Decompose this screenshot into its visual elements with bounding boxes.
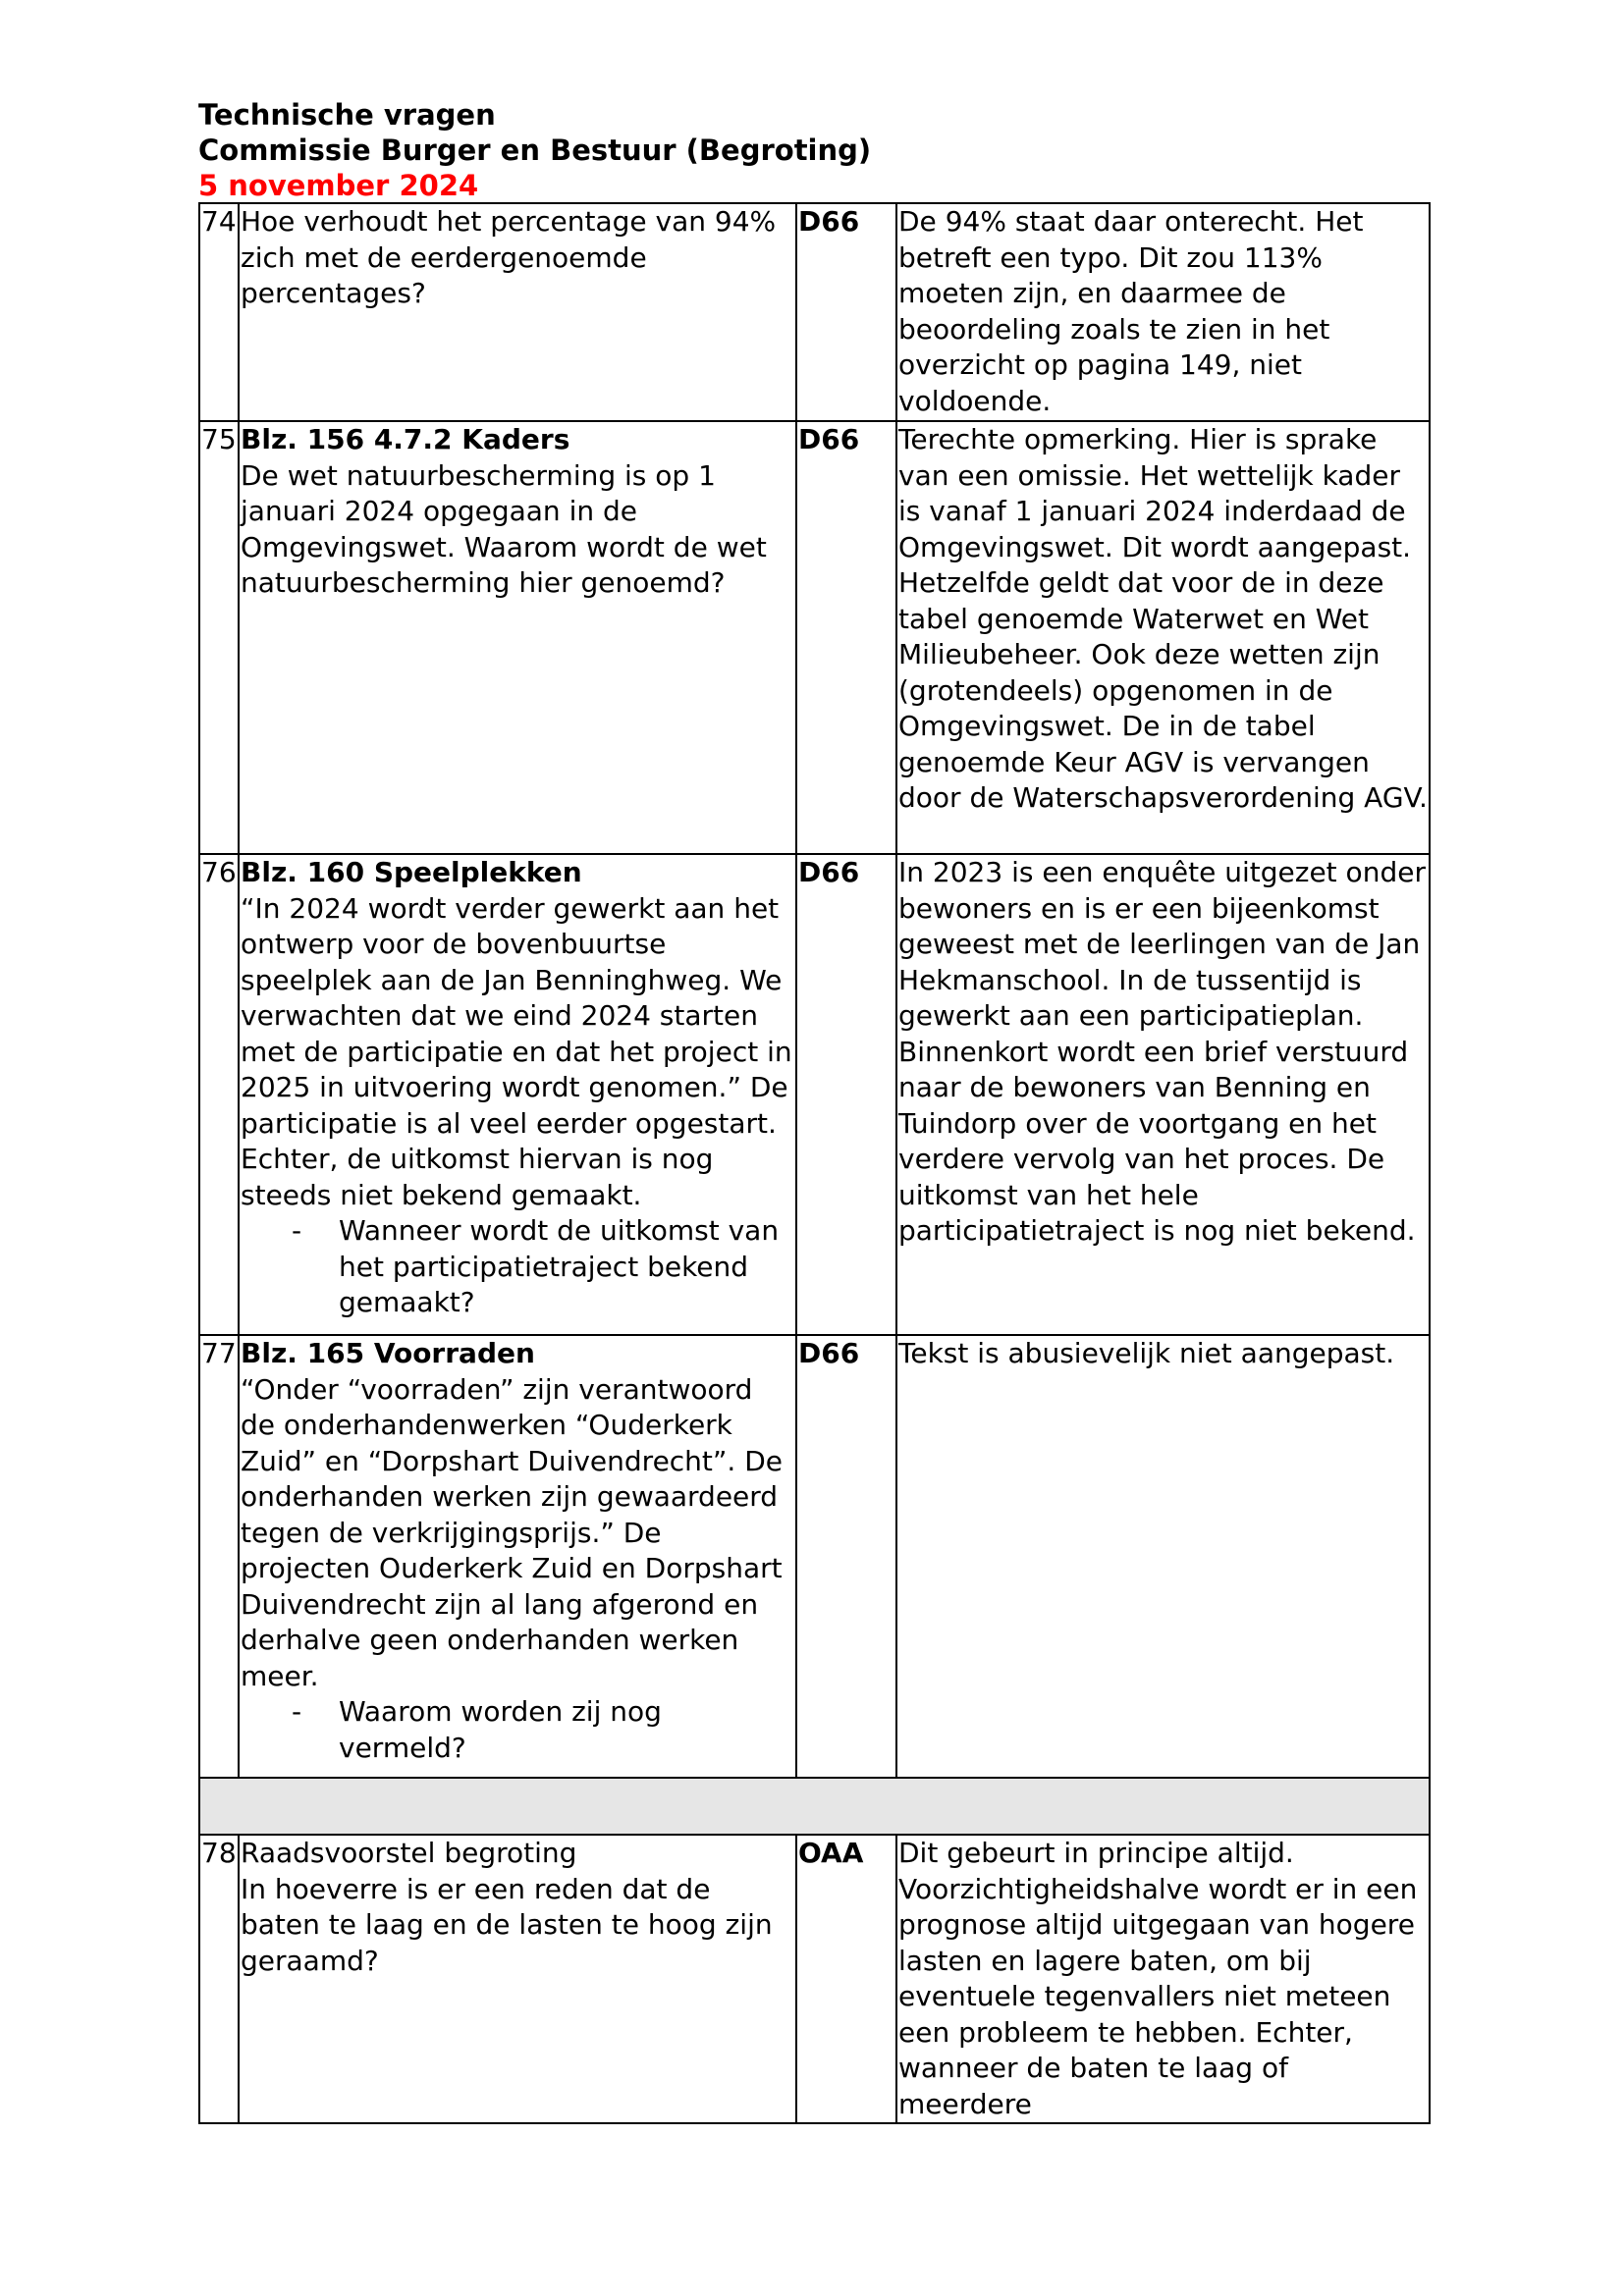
table-row <box>199 1335 1430 1778</box>
separator-cell <box>199 1778 1430 1835</box>
party-cell: OAA <box>796 1835 896 2123</box>
separator-row <box>199 1778 1430 1835</box>
question-cell <box>239 854 796 1335</box>
bullet-dash: - <box>292 1214 302 1247</box>
sub-question-text: Wanneer wordt de uitkomst van het participatietraject bekend gemaakt? <box>339 1214 780 1318</box>
question-cell <box>239 421 796 854</box>
answer-cell: De 94% staat daar onterecht. Het betreft een typo. Dit zou 113% moeten zijn, en daarmee de beoordeling zoals te zien in het overzicht op pagina 149, niet voldoende. <box>896 203 1430 421</box>
question-text: “In 2024 wordt verder gewerkt aan het ontwerp voor de bovenbuurtse speelplek aan de Jan Benninghweg. We verwachten dat we eind 2024 starten met de participatie en dat het project in 2025 in uitvoering wordt genomen.” De participatie is al veel eerder opgestart. Echter, de uitkomst hiervan is nog steeds niet bekend gemaakt. <box>241 891 792 1211</box>
doc-date: 5 november 2024 <box>198 169 479 202</box>
question-cell <box>239 1335 796 1778</box>
doc-title: Technische vragen <box>198 98 496 132</box>
question-text: Hoe verhoudt het percentage van 94% zich met de eerdergenoemde percentages? <box>241 205 777 309</box>
questions-table <box>198 202 1431 2124</box>
doc-subtitle: Commissie Burger en Bestuur (Begroting) <box>198 133 872 167</box>
sub-question-text: Waarom worden zij nog vermeld? <box>339 1695 662 1764</box>
question-number: 78 <box>199 1835 239 2123</box>
bullet-dash: - <box>292 1695 302 1728</box>
question-number: 75 <box>199 421 239 854</box>
sub-question-list <box>241 1213 794 1321</box>
question-cell <box>239 1835 796 2123</box>
table-row <box>199 203 1430 421</box>
question-text: Raadsvoorstel begroting In hoeverre is er een reden dat de baten te laag en de lasten te hoog zijn geraamd? <box>241 1837 773 1977</box>
question-number: 76 <box>199 854 239 1335</box>
table-row <box>199 854 1430 1335</box>
answer-cell: In 2023 is een enquête uitgezet onder bewoners en is er een bijeenkomst geweest met de leerlingen van de Jan Hekmanschool. In de tussentijd is gewerkt aan een participatieplan. Binnenkort wordt een brief verstuurd naar de bewoners van Benning en Tuindorp over de voortgang en het verdere vervolg van het proces. De uitkomst van het hele participatietraject is nog niet bekend. <box>896 854 1430 1335</box>
party-cell: D66 <box>796 1335 896 1778</box>
question-text: “Onder “voorraden” zijn verantwoord de onderhandenwerken “Ouderkerk Zuid” en “Dorpshart Duivendrecht”. De onderhanden werken zijn gewaardeerd tegen de verkrijgingsprijs.” De projecten Ouderkerk Zuid en Dorpshart Duivendrecht zijn al lang afgerond en derhalve geen onderhanden werken meer. <box>241 1372 784 1692</box>
table-row <box>199 1835 1430 2123</box>
sub-question <box>241 1694 794 1766</box>
question-title: Blz. 165 Voorraden <box>241 1337 535 1369</box>
party-cell: D66 <box>796 203 896 421</box>
question-title: Blz. 156 4.7.2 Kaders <box>241 423 570 455</box>
sub-question-list <box>241 1694 794 1766</box>
party-cell: D66 <box>796 854 896 1335</box>
document-header <box>198 97 871 203</box>
question-title: Blz. 160 Speelplekken <box>241 856 582 888</box>
answer-cell: Dit gebeurt in principe altijd. Voorzichtigheidshalve wordt er in een prognose altijd uitgegaan van hogere lasten en lagere baten, om bij eventuele tegenvallers niet meteen een probleem te hebben. Echter, wanneer de baten te laag of meerdere <box>896 1835 1430 2123</box>
question-text: De wet natuurbescherming is op 1 januari 2024 opgegaan in de Omgevingswet. Waarom wordt de wet natuurbescherming hier genoemd? <box>241 458 767 599</box>
answer-cell: Terechte opmerking. Hier is sprake van een omissie. Het wettelijk kader is vanaf 1 januari 2024 inderdaad de Omgevingswet. Dit wordt aangepast. Hetzelfde geldt dat voor de in deze tabel genoemde Waterwet en Wet Milieubeheer. Ook deze wetten zijn (grotendeels) opgenomen in de Omgevingswet. De in de tabel genoemde Keur AGV is vervangen door de Waterschapsverordening AGV. <box>896 421 1430 854</box>
answer-cell: Tekst is abusievelijk niet aangepast. <box>896 1335 1430 1778</box>
table-row <box>199 421 1430 854</box>
question-cell <box>239 203 796 421</box>
question-number: 74 <box>199 203 239 421</box>
party-cell: D66 <box>796 421 896 854</box>
question-number: 77 <box>199 1335 239 1778</box>
sub-question <box>241 1213 794 1321</box>
